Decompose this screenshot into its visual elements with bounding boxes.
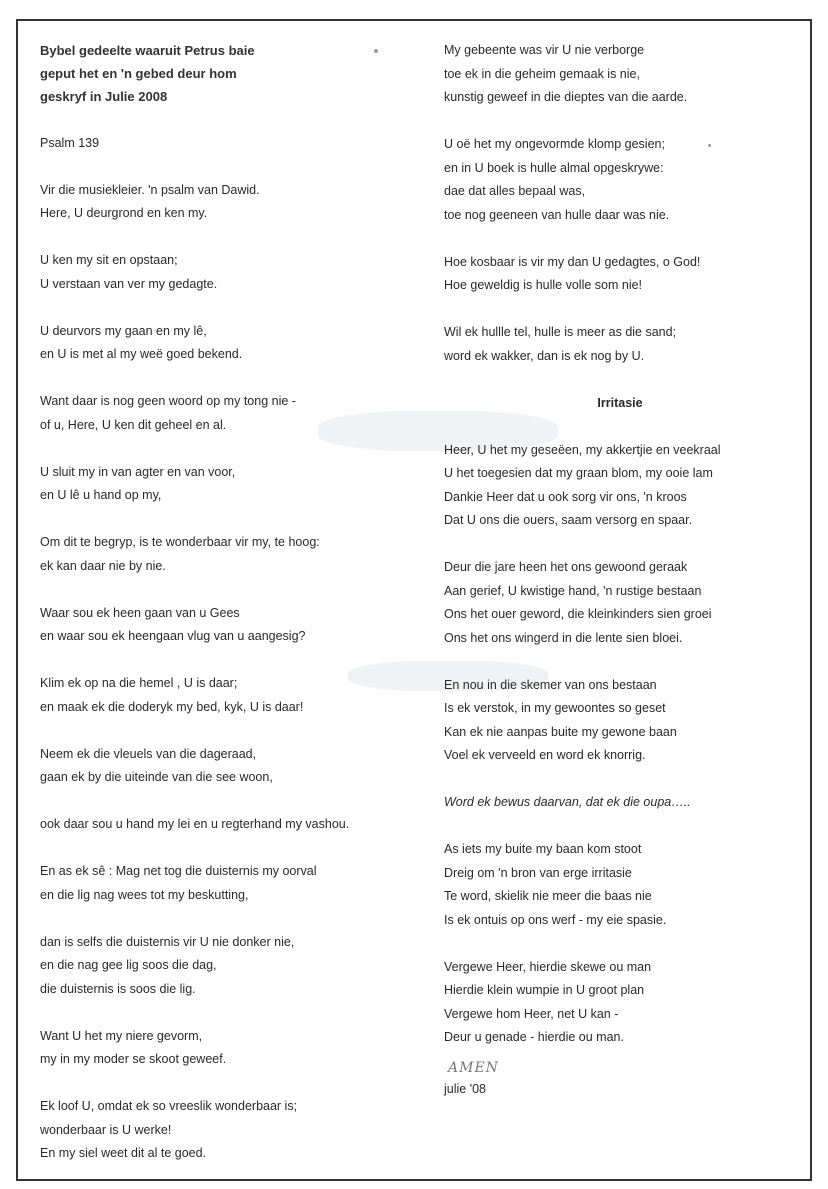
verse-stanza (40, 390, 410, 437)
verse-line: Neem ek die vleuels van die dageraad, (40, 746, 257, 761)
verse-line: Hoe geweldig is hulle volle som nie! (444, 278, 643, 292)
verse-line: U deurvors my gaan en my lê, (40, 323, 207, 338)
verse-line: Wil ek hullle tel, hulle is meer as die sand; (444, 325, 677, 339)
amen-signature: AMEN (448, 1059, 499, 1076)
poem-line: Ons het ons wingerd in die lente sien bloei. (444, 630, 683, 645)
poem-line: Aan gerief, U kwistige hand, 'n rustige bestaan (444, 583, 702, 598)
right-column (444, 21, 796, 1100)
poem-line: As iets my buite my baan kom stoot (444, 842, 642, 856)
title-line: geskryf in Julie 2008 (40, 89, 168, 104)
verse-line: en U lê u hand op my, (40, 488, 162, 502)
verse-stanza (444, 251, 796, 298)
title-line: Bybel gedeelte waaruit Petrus baie (40, 43, 255, 58)
left-column (40, 21, 410, 1166)
verse-line: Here, U deurgrond en ken my. (40, 206, 208, 220)
verse-line: toe nog geeneen van hulle daar was nie. (444, 207, 670, 222)
poem-heading: Irritasie (597, 395, 643, 410)
verse-line: kunstig geweef in die dieptes van die aarde. (444, 90, 688, 104)
verse-line: Om dit te begryp, is te wonderbaar vir my, te hoog: (40, 535, 320, 549)
verse-stanza (40, 931, 410, 1002)
poem-stanza (444, 439, 796, 533)
verse-line: U sluit my in van agter en van voor, (40, 464, 236, 479)
verse-stanza (40, 860, 410, 907)
verse-line: en U is met al my weë goed bekend. (40, 347, 243, 361)
verse-stanza (40, 602, 410, 649)
poem-stanza (444, 956, 796, 1050)
verse-line: U oë het my ongevormde klomp gesien; (444, 137, 665, 151)
verse-line: U verstaan van ver my gedagte. (40, 276, 218, 291)
poem-line: Dreig om 'n bron van erge irritasie (444, 865, 632, 880)
verse-stanza (40, 531, 410, 578)
verse-stanza (40, 813, 410, 837)
verse-line: en die lig nag wees tot my beskutting, (40, 887, 249, 902)
title-line: geput het en 'n gebed deur hom (40, 66, 237, 81)
verse-line: gaan ek by die uiteinde van die see woon, (40, 770, 273, 784)
poem-line: Te word, skielik nie meer die baas nie (444, 889, 652, 903)
poem-line: Deur die jare heen het ons gewoond geraak (444, 560, 688, 574)
verse-line: Want U het my niere gevorm, (40, 1028, 203, 1043)
verse-stanza (40, 1025, 410, 1072)
verse-stanza (444, 321, 796, 368)
verse-line: Hoe kosbaar is vir my dan U gedagtes, o God! (444, 254, 701, 269)
verse-line: my in my moder se skoot geweef. (40, 1052, 227, 1066)
poem-line: Heer, U het my geseëen, my akkertjie en veekraal (444, 442, 721, 457)
psalm-label: Psalm 139 (40, 135, 100, 150)
verse-line: en die nag gee lig soos die dag, (40, 958, 217, 972)
verse-stanza (40, 320, 410, 367)
verse-line: Vir die musiekleier. 'n psalm van Dawid. (40, 182, 260, 197)
verse-line: Want daar is nog geen woord op my tong nie - (40, 394, 296, 408)
verse-stanza (40, 179, 410, 226)
poem-line: Ons het ouer geword, die kleinkinders sien groei (444, 607, 712, 621)
verse-line: toe ek in die geheim gemaak is nie, (444, 66, 640, 81)
verse-line: en in U boek is hulle almal opgeskrywe: (444, 160, 664, 175)
poem-date: julie '08 (444, 1081, 486, 1096)
poem-line: Deur u genade - hierdie ou man. (444, 1030, 624, 1044)
poem-italic-line: Word ek bewus daarvan, dat ek die oupa….. (444, 795, 691, 809)
verse-line: My gebeente was vir U nie verborge (444, 43, 645, 57)
poem-stanza (444, 838, 796, 932)
verse-line: of u, Here, U ken dit geheel en al. (40, 417, 227, 432)
poem-line: Is ek verstok, in my gewoontes so geset (444, 701, 666, 715)
poem-stanza (444, 674, 796, 768)
verse-line: ook daar sou u hand my lei en u regterhand my vashou. (40, 817, 350, 831)
verse-line: Klim ek op na die hemel , U is daar; (40, 676, 238, 690)
poem-stanza (444, 556, 796, 650)
verse-line: En as ek sê : Mag net tog die duisternis my oorval (40, 864, 317, 878)
poem-line: Vergewe Heer, hierdie skewe ou man (444, 959, 652, 974)
verse-line: dan is selfs die duisternis vir U nie donker nie, (40, 934, 295, 949)
poem-line: U het toegesien dat my graan blom, my ooie lam (444, 466, 713, 480)
verse-line: en waar sou ek heengaan vlug van u aangesig? (40, 629, 306, 643)
verse-line: en maak ek die doderyk my bed, kyk, U is daar! (40, 699, 304, 714)
document-title (40, 39, 410, 108)
poem-line: Vergewe hom Heer, net U kan - (444, 1006, 619, 1021)
poem-line: En nou in die skemer van ons bestaan (444, 677, 657, 692)
verse-stanza (40, 1095, 410, 1166)
verse-line: Waar sou ek heen gaan van u Gees (40, 605, 240, 620)
poem-line: Hierdie klein wumpie in U groot plan (444, 983, 645, 997)
document-page (16, 19, 812, 1181)
verse-line: U ken my sit en opstaan; (40, 253, 178, 267)
verse-stanza (40, 249, 410, 296)
verse-stanza (40, 461, 410, 508)
verse-line: Ek loof U, omdat ek so vreeslik wonderbaar is; (40, 1099, 298, 1113)
poem-line: Dat U ons die ouers, saam versorg en spaar. (444, 513, 693, 527)
verse-stanza (444, 133, 796, 227)
verse-line: En my siel weet dit al te goed. (40, 1146, 207, 1160)
verse-line: dae dat alles bepaal was, (444, 184, 586, 198)
poem-line: Is ek ontuis op ons werf - my eie spasie. (444, 912, 667, 927)
verse-line: die duisternis is soos die lig. (40, 981, 196, 996)
verse-line: word ek wakker, dan is ek nog by U. (444, 348, 645, 363)
verse-stanza (40, 672, 410, 719)
poem-line: Voel ek verveeld en word ek knorrig. (444, 748, 646, 762)
verse-stanza (444, 39, 796, 110)
verse-line: ek kan daar nie by nie. (40, 558, 166, 573)
verse-line: wonderbaar is U werke! (40, 1122, 172, 1137)
poem-line: Dankie Heer dat u ook sorg vir ons, 'n kroos (444, 489, 687, 504)
poem-line: Kan ek nie aanpas buite my gewone baan (444, 724, 677, 739)
verse-stanza (40, 743, 410, 790)
